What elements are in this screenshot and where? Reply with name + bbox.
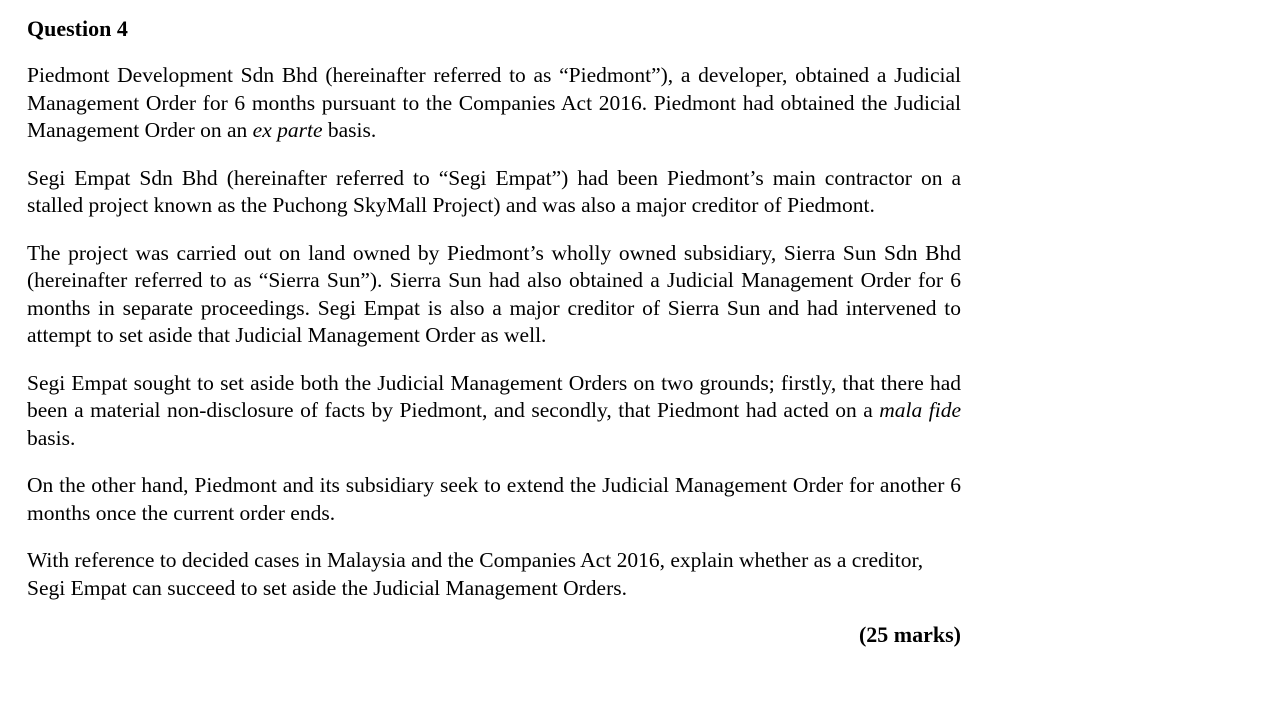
paragraph-text: basis. — [27, 425, 76, 450]
paragraph-piedmont-jmo — [27, 62, 961, 145]
paragraph-italic-term: mala fide — [879, 398, 961, 422]
paragraph-text: Segi Empat Sdn Bhd (hereinafter referred to “Segi Empat”) had been Piedmont’s main contractor on a stalled project known as the Puchong SkyMall Project) and was also a major creditor of Piedmont. — [27, 165, 961, 217]
paragraph-italic-term: ex parte — [252, 118, 323, 142]
paragraph-task — [27, 547, 961, 602]
paragraph-grounds — [27, 370, 961, 453]
paragraph-text: Segi Empat sought to set aside both the Judicial Management Orders on two grounds; firstly, that there had been a material non-disclosure of facts by Piedmont, and secondly, that Piedmont had acted on a — [27, 370, 961, 422]
paragraph-extension — [27, 472, 961, 527]
question-title: Question 4 — [27, 16, 128, 41]
marks-label: (25 marks) — [858, 622, 961, 647]
paragraph-text: Piedmont Development Sdn Bhd (hereinafter referred to as “Piedmont”), a developer, obtained a Judicial Management Order for 6 months pursuant to the Companies Act 2016. Piedmont had obtained the Judicial Management Order on an — [27, 63, 961, 142]
paragraph-text: The project was carried out on land owned by Piedmont’s wholly owned subsidiary, Sierra Sun Sdn Bhd (hereinafter referred to as “Sierra Sun”). Sierra Sun had also obtained a Judicial Management Order for 6 months in separate proceedings. Segi Empat is also a major creditor of Sierra Sun and had intervened to attempt to set aside that Judicial Management Order as well. — [27, 240, 961, 347]
paragraph-text: On the other hand, Piedmont and its subsidiary seek to extend the Judicial Management Order for another 6 months once the current order ends. — [27, 473, 961, 525]
paragraph-text: basis. — [322, 118, 377, 142]
paragraph-segi-empat — [27, 165, 961, 220]
paragraph-text: With reference to decided cases in Malaysia and the Companies Act 2016, explain whether as a creditor, Segi Empat can succeed to set aside the Judicial Management Orders. — [27, 548, 924, 600]
paragraph-sierra-sun — [27, 240, 961, 350]
question-document — [27, 14, 961, 650]
